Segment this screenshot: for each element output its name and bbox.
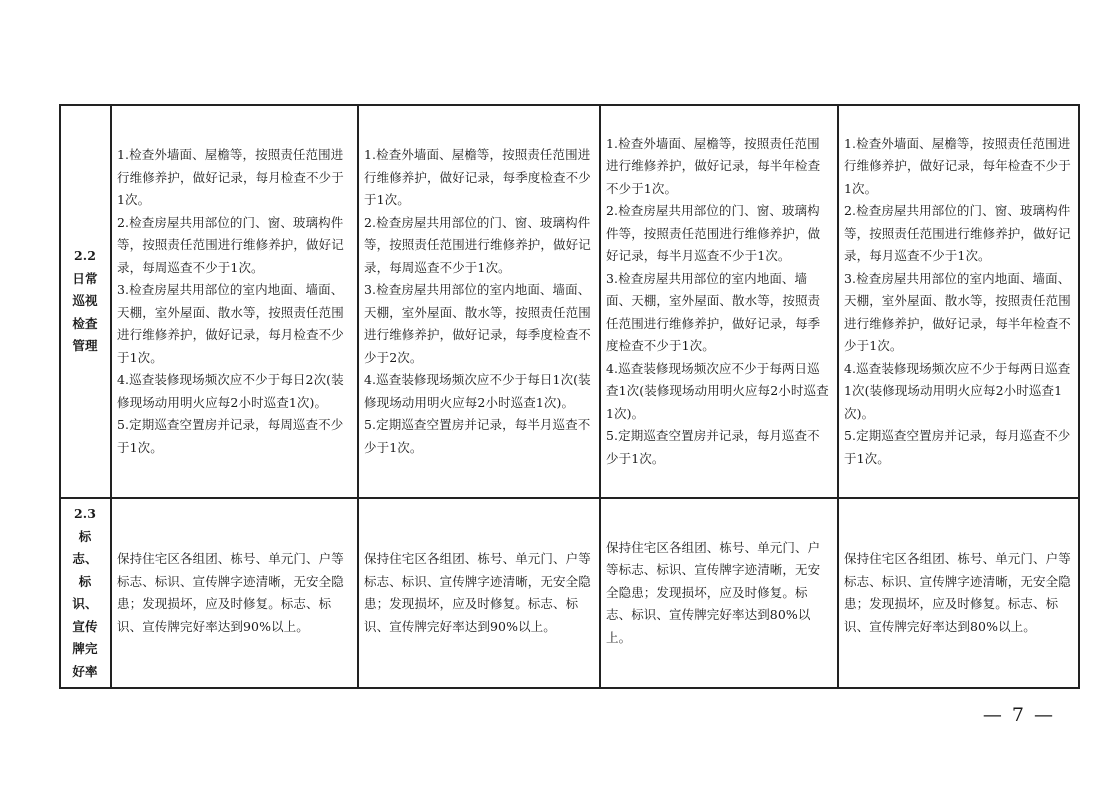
requirement-item: 3.检查房屋共用部位的室内地面、墙面、天棚，室外屋面、散水等，按照责任范围进行维修养护，做好记录，每季度检查不少于2次。 (364, 282, 591, 365)
requirement-item: 5.定期巡查空置房并记录，每月巡查不少于1次。 (844, 428, 1071, 466)
requirement-item: 2.检查房屋共用部位的门、窗、玻璃构件等，按照责任范围进行维修养护，做好记录，每半月巡查不少于1次。 (606, 203, 821, 264)
label-line: 检查 (72, 315, 98, 331)
requirement-item: 4.巡查装修现场频次应不少于每日2次(装修现场动用明火应每2小时巡查1次)。 (117, 372, 344, 410)
requirement-item: 2.检查房屋共用部位的门、窗、玻璃构件等，按照责任范围进行维修养护，做好记录，每月巡查不少于1次。 (844, 203, 1071, 264)
grade-cell-1 (111, 105, 358, 498)
requirement-item: 1.检查外墙面、屋檐等，按照责任范围进行维修养护，做好记录，每半年检查不少于1次。 (606, 135, 821, 196)
label-line: 牌完 (72, 641, 98, 656)
requirement-item: 保持住宅区各组团、栋号、单元门、户等标志、标识、宣传牌字迹清晰，无安全隐患；发现损坏，应及时修复。标志、标识、宣传牌完好率达到80%以上。 (606, 539, 821, 645)
requirement-item: 5.定期巡查空置房并记录，每月巡查不少于1次。 (606, 428, 820, 466)
label-line: 识、 (72, 596, 98, 611)
requirement-item: 5.定期巡查空置房并记录，每半月巡查不少于1次。 (364, 417, 591, 455)
label-line: 好率 (72, 663, 98, 679)
label-line: 2.3 (73, 506, 97, 521)
label-line: 宣传 (72, 618, 98, 634)
requirement-item: 1.检查外墙面、屋檐等，按照责任范围进行维修养护，做好记录，每季度检查不少于1次。 (364, 147, 591, 207)
requirement-item: 2.检查房屋共用部位的门、窗、玻璃构件等，按照责任范围进行维修养护，做好记录，每周巡查不少于1次。 (364, 214, 591, 275)
grade-cell-2 (358, 105, 600, 498)
requirement-item: 3.检查房屋共用部位的室内地面、墙面、天棚，室外屋面、散水等，按照责任范围进行维修养护，做好记录，每月检查不少于1次。 (117, 282, 344, 365)
grade-cell-3 (600, 105, 838, 498)
grade-cell-4 (838, 498, 1079, 688)
label-line: 日常 (72, 270, 98, 286)
requirement-item: 保持住宅区各组团、栋号、单元门、户等标志、标识、宣传牌字迹清晰，无安全隐患；发现损坏，应及时修复。标志、标识、宣传牌完好率达到90%以上。 (364, 551, 591, 634)
requirement-item: 3.检查房屋共用部位的室内地面、墙面、天棚，室外屋面、散水等，按照责任范围进行维修养护，做好记录，每季度检查不少于1次。 (606, 270, 821, 354)
requirement-item: 1.检查外墙面、屋檐等，按照责任范围进行维修养护，做好记录，每年检查不少于1次。 (844, 135, 1071, 196)
label-line: 2.2 (73, 248, 97, 264)
label-line: 标 (78, 528, 92, 544)
grade-cell-3 (600, 498, 838, 688)
label-line: 巡视 (72, 293, 98, 309)
requirement-item: 保持住宅区各组团、栋号、单元门、户等标志、标识、宣传牌字迹清晰，无安全隐患；发现损坏，应及时修复。标志、标识、宣传牌完好率达到90%以上。 (117, 551, 344, 634)
page-number: — 7 — (982, 704, 1055, 726)
label-line: 志、 (72, 551, 98, 566)
requirement-item: 4.巡查装修现场频次应不少于每两日巡查1次(装修现场动用明火应每2小时巡查1次)。 (844, 360, 1071, 421)
table-row-2-2 (60, 105, 1079, 498)
requirement-item: 保持住宅区各组团、栋号、单元门、户等标志、标识、宣传牌字迹清晰，无安全隐患；发现损坏，应及时修复。标志、标识、宣传牌完好率达到80%以上。 (844, 551, 1071, 634)
label-line: 标 (78, 573, 92, 589)
requirement-item: 4.巡查装修现场频次应不少于每两日巡查1次(装修现场动用明火应每2小时巡查1次)。 (606, 360, 829, 421)
requirement-item: 5.定期巡查空置房并记录，每周巡查不少于1次。 (117, 417, 344, 455)
requirement-item: 2.检查房屋共用部位的门、窗、玻璃构件等，按照责任范围进行维修养护，做好记录，每周巡查不少于1次。 (117, 214, 344, 275)
row-label-2-2 (60, 105, 111, 498)
label-line: 管理 (72, 338, 98, 354)
grade-cell-4 (838, 105, 1079, 498)
grade-cell-1 (111, 498, 358, 688)
table-row-2-3 (60, 498, 1079, 688)
requirement-item: 1.检查外墙面、屋檐等，按照责任范围进行维修养护，做好记录，每月检查不少于1次。 (117, 147, 344, 207)
standards-table (59, 104, 1080, 689)
requirement-item: 4.巡查装修现场频次应不少于每日1次(装修现场动用明火应每2小时巡查1次)。 (364, 372, 591, 410)
requirement-item: 3.检查房屋共用部位的室内地面、墙面、天棚，室外屋面、散水等，按照责任范围进行维修养护，做好记录，每半年检查不少于1次。 (844, 270, 1071, 354)
row-label-2-3 (60, 498, 111, 688)
grade-cell-2 (358, 498, 600, 688)
